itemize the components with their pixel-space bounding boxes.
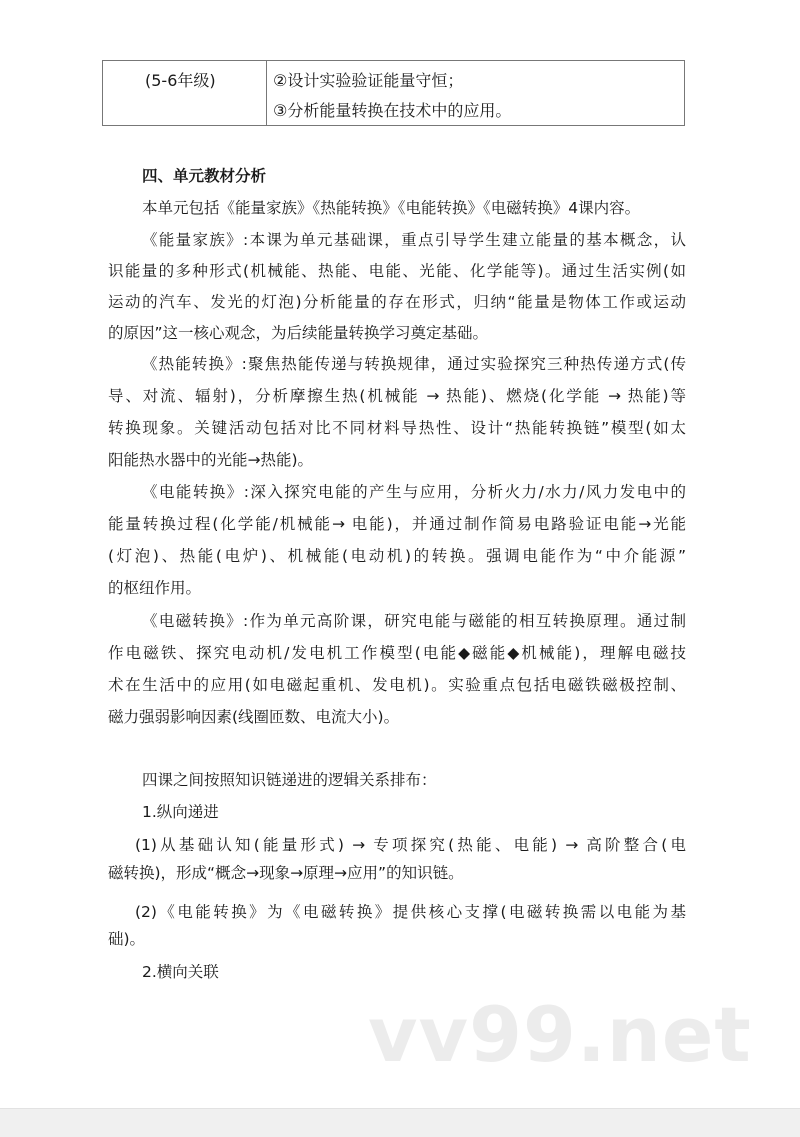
section-title: 四、单元教材分析 — [142, 167, 267, 185]
text-line: 术在生活中的应用(如电磁起重机、发电机)。实验重点包括电磁铁磁极控制、 — [108, 676, 686, 694]
grade-cell: (5-6年级) — [145, 71, 216, 90]
grade-table — [102, 60, 685, 126]
text-line: 的原因”这一核心观念，为后续能量转换学习奠定基础。 — [108, 324, 489, 342]
page-footer-strip — [0, 1108, 800, 1137]
text-line: 《电能转换》:深入探究电能的产生与应用，分析火力/水力/风力发电中的 — [142, 483, 686, 501]
text-line: 导、对流、辐射)，分析摩擦生热(机械能 → 热能)、燃烧(化学能 → 热能)等 — [108, 387, 686, 405]
text-line: 《热能转换》:聚焦热能传递与转换规律，通过实验探究三种热传递方式(传 — [142, 355, 686, 373]
list-heading: 1.纵向递进 — [142, 803, 219, 821]
text-line: 运动的汽车、发光的灯泡)分析能量的存在形式，归纳“能量是物体工作或运动 — [108, 293, 686, 311]
text-line: 能量转换过程(化学能/机械能→ 电能)，并通过制作简易电路验证电能→光能 — [108, 515, 686, 533]
text-line: (1)从基础认知(能量形式) → 专项探究(热能、电能) → 高阶整合(电 — [135, 836, 686, 854]
objective-item: ③分析能量转换在技术中的应用。 — [273, 101, 512, 120]
text-line: 《电磁转换》:作为单元高阶课，研究电能与磁能的相互转换原理。通过制 — [142, 612, 686, 630]
text-line: (2)《电能转换》为《电磁转换》提供核心支撑(电磁转换需以电能为基 — [135, 903, 686, 921]
text-line: (灯泡)、热能(电炉)、机械能(电动机)的转换。强调电能作为“中介能源” — [108, 547, 686, 565]
text-line: 作电磁铁、探究电动机/发电机工作模型(电能◆磁能◆机械能)，理解电磁技 — [108, 644, 686, 662]
text-line: 阳能热水器中的光能→热能)。 — [108, 451, 314, 469]
list-heading: 2.横向关联 — [142, 963, 219, 981]
text-line: 《能量家族》:本课为单元基础课，重点引导学生建立能量的基本概念，认 — [142, 231, 686, 249]
text-line: 磁力强弱影响因素(线圈匝数、电流大小)。 — [108, 708, 400, 726]
text-line: 的枢纽作用。 — [108, 579, 202, 597]
text-line: 本单元包括《能量家族》《热能转换》《电能转换》《电磁转换》4课内容。 — [142, 199, 641, 217]
text-line: 转换现象。关键活动包括对比不同材料导热性、设计“热能转换链”模型(如太 — [108, 419, 686, 437]
text-line: 础)。 — [108, 930, 146, 948]
table-divider — [266, 61, 267, 125]
objective-item: ②设计实验验证能量守恒； — [273, 71, 464, 90]
text-line: 四课之间按照知识链递进的逻辑关系排布： — [142, 771, 437, 789]
watermark: vv99.net — [368, 990, 752, 1079]
text-line: 识能量的多种形式(机械能、热能、电能、光能、化学能等)。通过生活实例(如 — [108, 262, 686, 280]
text-line: 磁转换)，形成“概念→现象→原理→应用”的知识链。 — [108, 864, 464, 882]
